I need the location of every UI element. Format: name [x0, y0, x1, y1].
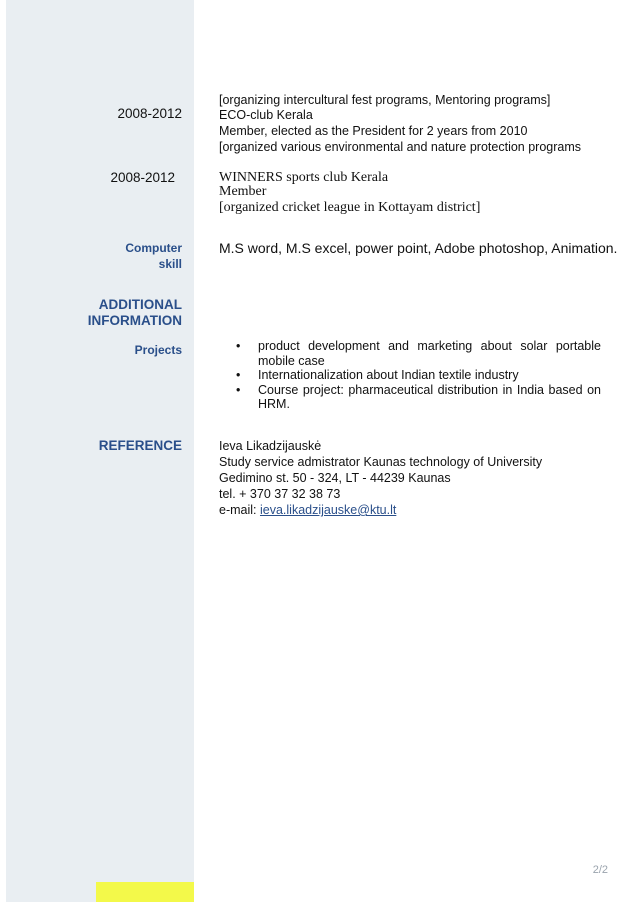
- project-text: product development and marketing about solar portable mobile case: [258, 339, 601, 368]
- reference-phone: tel. + 370 37 32 38 73: [219, 487, 341, 501]
- reference-title: REFERENCE: [98, 438, 182, 453]
- additional-information-title-line1: ADDITIONAL: [98, 297, 182, 312]
- activity-line: Member, elected as the President for 2 years from 2010: [219, 124, 528, 138]
- activity-line: [organizing intercultural fest programs, Mentoring programs]: [219, 93, 551, 107]
- reference-address: Gedimino st. 50 - 324, LT - 44239 Kaunas: [219, 471, 451, 485]
- activity-line: WINNERS sports club Kerala: [219, 170, 389, 185]
- activity-date: 2008-2012: [110, 170, 175, 185]
- projects-list: [219, 339, 601, 412]
- project-text: Internationalization about Indian textile industry: [258, 368, 519, 382]
- list-item: [219, 383, 601, 412]
- reference-position: Study service admistrator Kaunas technology of University: [219, 455, 543, 469]
- activity-date: 2008-2012: [117, 106, 182, 121]
- activity-line: Member: [219, 184, 267, 199]
- computer-skill-label-line1: Computer: [125, 241, 182, 255]
- computer-skill-label-line2: skill: [158, 257, 182, 271]
- reference-name: Ieva Likadzijauskė: [219, 439, 322, 453]
- reference-email-row: [219, 502, 396, 518]
- reference-email-link[interactable]: ieva.likadzijauske@ktu.lt: [259, 503, 397, 517]
- page-number: 2/2: [592, 864, 608, 876]
- list-item: [219, 339, 601, 368]
- additional-information-title-line2: INFORMATION: [87, 313, 182, 328]
- project-text: Course project: pharmaceutical distribution in India based on HRM.: [258, 382, 601, 411]
- reference-email-label: e-mail:: [219, 503, 260, 517]
- list-item: [219, 368, 601, 383]
- bullet-icon: •: [236, 368, 241, 382]
- projects-label: Projects: [134, 343, 182, 357]
- computer-skill-value: M.S word, M.S excel, power point, Adobe photoshop, Animation.: [219, 240, 618, 256]
- additional-information-title: [60, 297, 182, 329]
- activity-line: ECO-club Kerala: [219, 108, 313, 122]
- bullet-icon: •: [236, 339, 241, 353]
- computer-skill-label: [100, 240, 182, 272]
- bullet-icon: •: [236, 382, 241, 397]
- footer-highlight-bar: [96, 882, 194, 902]
- activity-line: [organized various environmental and nature protection programs: [219, 140, 582, 154]
- activity-line: [organized cricket league in Kottayam district]: [219, 200, 481, 215]
